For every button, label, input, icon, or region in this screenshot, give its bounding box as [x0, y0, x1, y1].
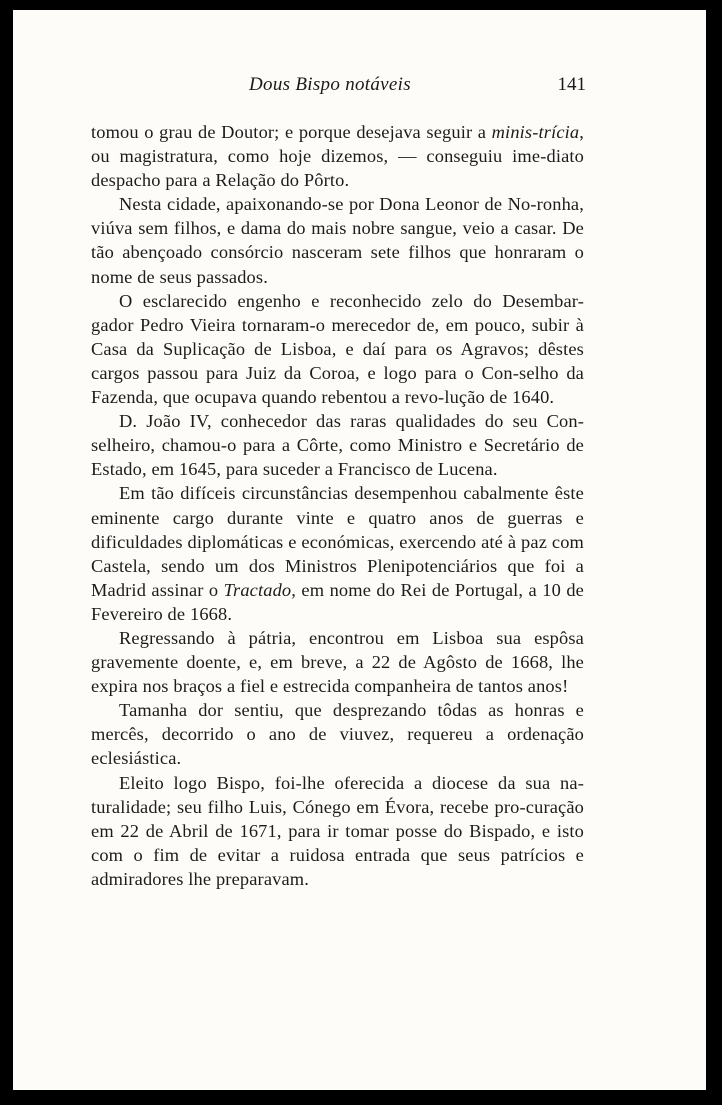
running-title: Dous Bispo notáveis — [249, 74, 411, 95]
text-segment: Tamanha dor sentiu, que desprezando tôdas as honras e mercês, decorrido o ano de viuvez, requereu a ordenação eclesiástica. — [91, 700, 584, 769]
text-segment: em nome do Rei de Portugal, a 10 de Fevereiro de 1668. — [91, 579, 584, 624]
paragraph — [91, 771, 584, 891]
italic-term: Tractado, — [223, 579, 297, 600]
paragraph — [91, 120, 584, 192]
text-segment: D. João IV, conhecedor das raras qualidades do seu Con-selheiro, chamou-o para a Côrte, como Ministro e Secretário de Estado, em 1645, para suceder a Francisco de Lucena. — [91, 411, 584, 480]
paragraph — [91, 409, 584, 481]
paragraph — [91, 192, 584, 288]
paragraph — [91, 289, 584, 409]
paragraph — [91, 626, 584, 698]
body-text — [91, 120, 584, 891]
page-header — [91, 74, 586, 98]
text-segment: Nesta cidade, apaixonando-se por Dona Leonor de No-ronha, viúva sem filhos, e dama do mais nobre sangue, veio a casar. De tão abençoado consórcio nasceram sete filhos que honraram o nome de seus passados. — [91, 194, 584, 287]
text-segment: , ou magistratura, como hoje dizemos, — conseguiu ime-diato despacho para a Relação do Pôrto. — [91, 122, 584, 191]
text-segment: O esclarecido engenho e reconhecido zelo do Desembar-gador Pedro Vieira tornaram-o merecedor de, em pouco, subir à Casa da Suplicação de Lisboa, e daí para os Agravos; dêstes cargos passou para Juiz da Coroa, e logo para o Con-selho da Fazenda, que ocupava quando rebentou a revo-lução de 1640. — [91, 290, 584, 408]
page-number: 141 — [557, 74, 586, 95]
book-page — [13, 10, 706, 1090]
paragraph — [91, 481, 584, 626]
text-segment: tomou o grau de Doutor; e porque desejava seguir a — [91, 122, 492, 142]
text-segment: Eleito logo Bispo, foi-lhe oferecida a diocese da sua na-turalidade; seu filho Luis, Cónego em Évora, recebe pro-curação em 22 de Abril de 1671, para ir tomar posse do Bispado, e isto com o fim de evitar a ruidosa entrada que seus patrícios e admiradores lhe preparavam. — [91, 772, 584, 889]
text-segment: Em tão difíceis circunstâncias desempenhou cabalmente êste eminente cargo durante vinte e quatro anos de guerras e dificuldades diplomáticas e económicas, exercendo até à paz com Castela, sendo um dos Ministros Plenipotenciários que foi a Madrid assinar o — [91, 483, 584, 600]
italic-term: minis-trícia — [491, 122, 580, 142]
paragraph — [91, 698, 584, 770]
text-segment: Regressando à pátria, encontrou em Lisboa sua espôsa gravemente doente, e, em breve, a 22 de Agôsto de 1668, lhe expira nos braços a fiel e estrecida companheira de tantos anos! — [91, 627, 584, 697]
